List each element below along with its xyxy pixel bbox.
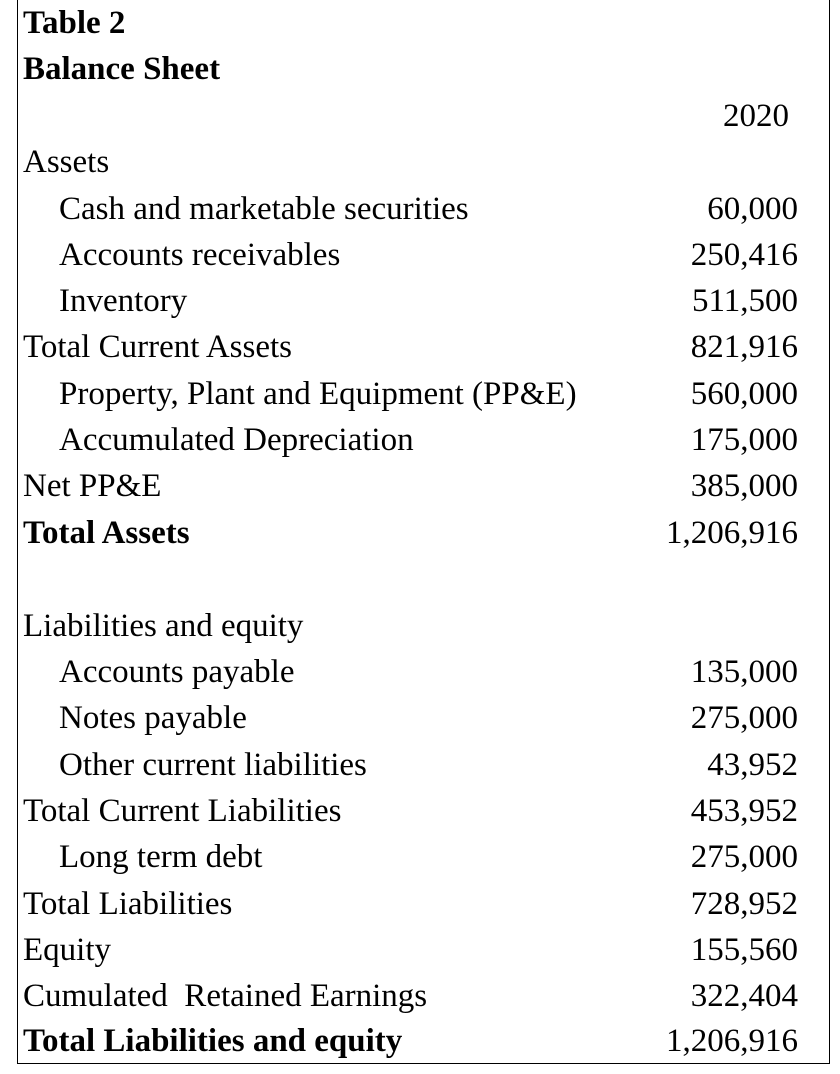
row-label: Total Current Liabilities — [23, 793, 342, 829]
row-value: 1,206,916 — [666, 1023, 798, 1059]
row-label: Cash and marketable securities — [59, 191, 469, 227]
table-row-accumulated-depreciation — [18, 417, 829, 463]
row-label: Inventory — [59, 283, 188, 319]
table-caption-row — [18, 0, 829, 46]
liabilities-heading: Liabilities and equity — [23, 608, 304, 644]
liabilities-heading-row — [18, 603, 829, 649]
row-label: Total Current Assets — [23, 329, 292, 365]
row-value: 728,952 — [690, 886, 798, 922]
table-row-total-assets — [18, 510, 829, 556]
row-value: 322,404 — [690, 978, 798, 1014]
balance-sheet-table — [17, 0, 830, 1064]
row-value: 275,000 — [690, 839, 798, 875]
assets-heading-row — [18, 139, 829, 185]
row-value: 453,952 — [690, 793, 798, 829]
row-value: 175,000 — [690, 422, 798, 458]
year-header: 2020 — [723, 98, 789, 134]
table-row-receivables — [18, 232, 829, 278]
row-label: Net PP&E — [23, 468, 162, 504]
assets-heading: Assets — [23, 144, 110, 180]
row-value: 250,416 — [690, 237, 798, 273]
row-value: 560,000 — [690, 376, 798, 412]
row-value: 275,000 — [690, 700, 798, 736]
row-label: Accumulated Depreciation — [59, 422, 414, 458]
table-row-ppe — [18, 371, 829, 417]
table-row-total-liabilities-equity — [18, 1018, 829, 1064]
table-row-cash — [18, 186, 829, 232]
table-row-inventory — [18, 278, 829, 324]
row-value: 821,916 — [690, 329, 798, 365]
row-label: Total Assets — [23, 515, 190, 551]
row-value: 511,500 — [691, 283, 798, 319]
row-label: Equity — [23, 932, 111, 968]
table-row-other-current-liabilities — [18, 742, 829, 788]
row-label: Notes payable — [59, 700, 247, 736]
table-row-total-current-liabilities — [18, 788, 829, 834]
row-value: 43,952 — [707, 747, 798, 783]
row-label: Total Liabilities — [23, 886, 233, 922]
row-value: 135,000 — [690, 654, 798, 690]
row-value: 385,000 — [690, 468, 798, 504]
row-value: 1,206,916 — [666, 515, 798, 551]
table-row-total-liabilities — [18, 881, 829, 927]
row-label: Property, Plant and Equipment (PP&E) — [59, 376, 577, 412]
row-value: 155,560 — [690, 932, 798, 968]
table-row-equity — [18, 927, 829, 973]
table-row-long-term-debt — [18, 834, 829, 880]
year-header-row — [18, 93, 829, 139]
row-value: 60,000 — [707, 191, 798, 227]
table-title: Balance Sheet — [23, 51, 221, 87]
row-label: Accounts payable — [59, 654, 295, 690]
table-row-accounts-payable — [18, 649, 829, 695]
table-title-row — [18, 46, 829, 92]
table-row-retained-earnings — [18, 973, 829, 1019]
row-label: Long term debt — [59, 839, 263, 875]
table-row-total-current-assets — [18, 324, 829, 370]
table-row-net-ppe — [18, 463, 829, 509]
table-row-notes-payable — [18, 695, 829, 741]
table-caption: Table 2 — [23, 5, 126, 41]
row-label: Accounts receivables — [59, 237, 341, 273]
row-label: Other current liabilities — [59, 747, 367, 783]
row-label: Cumulated Retained Earnings — [23, 978, 428, 1014]
row-label: Total Liabilities and equity — [23, 1023, 403, 1059]
